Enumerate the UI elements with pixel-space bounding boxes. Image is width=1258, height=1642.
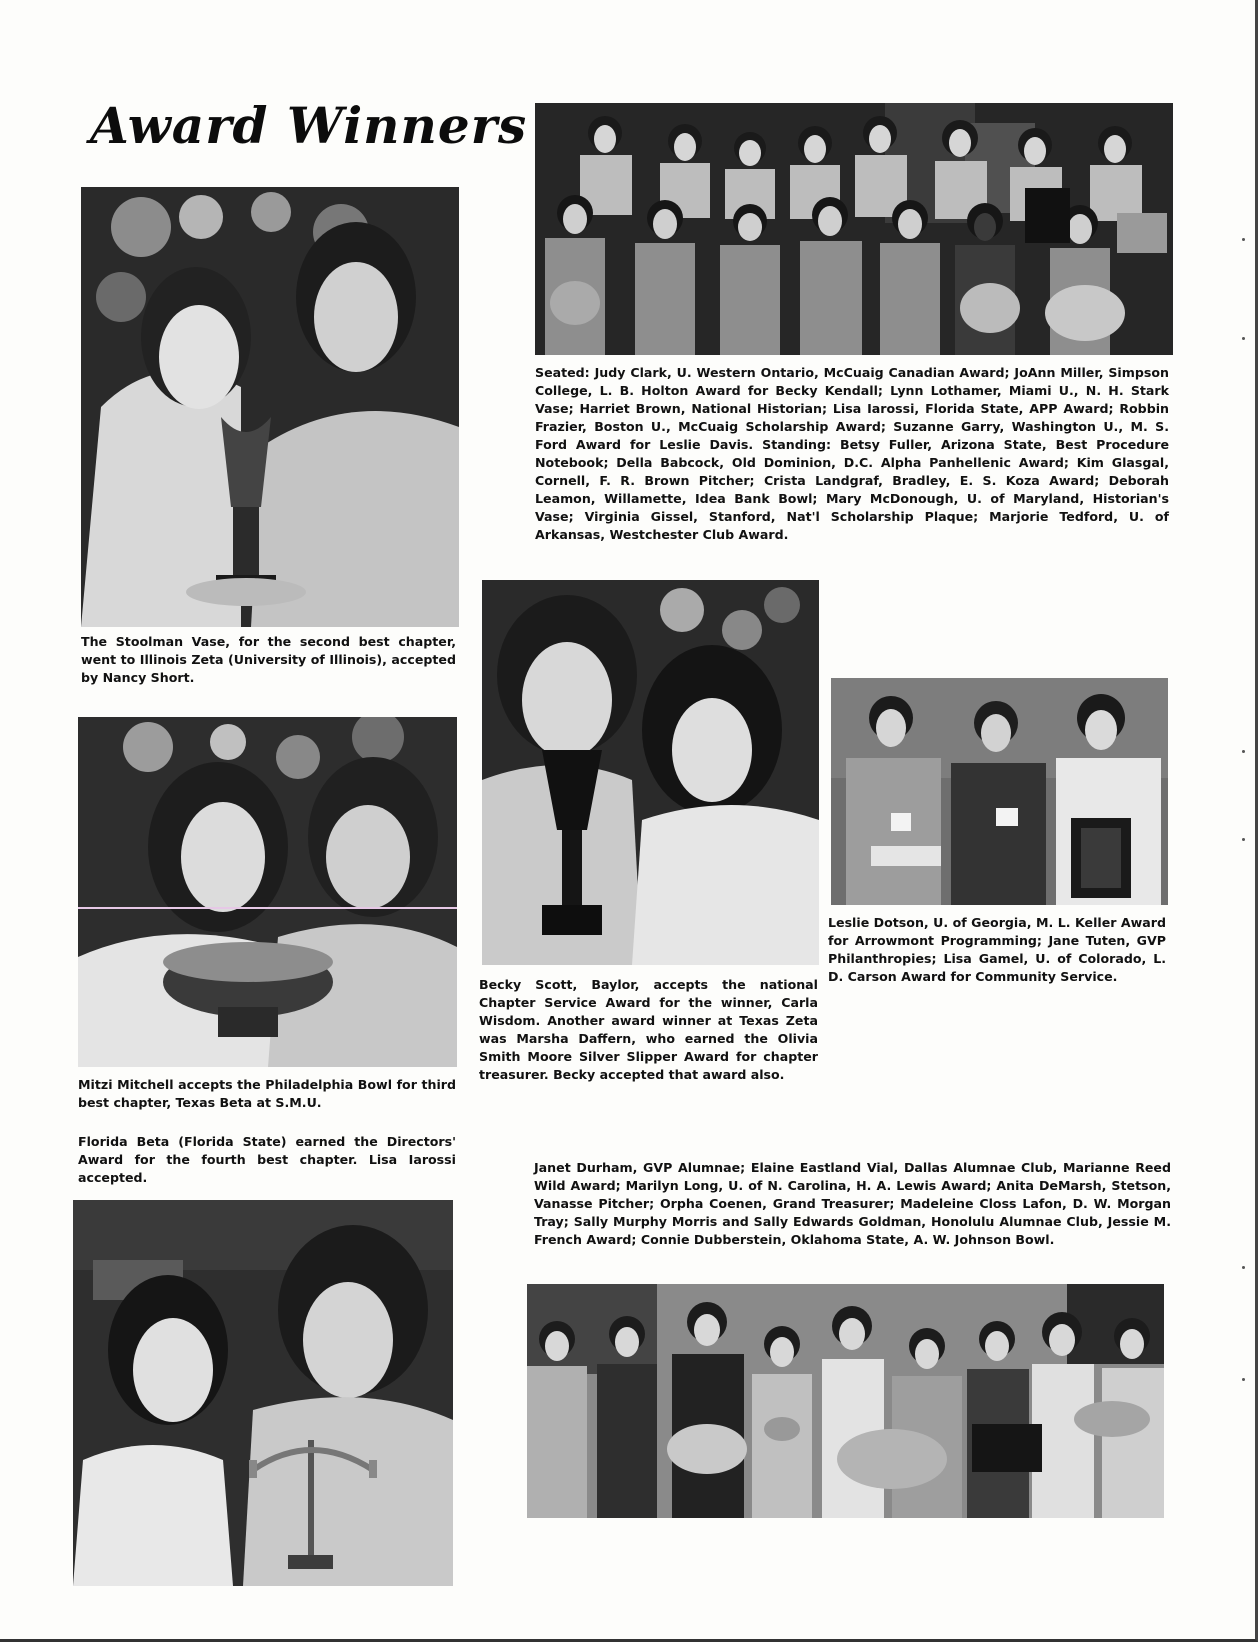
scan-edge-mark	[1242, 238, 1245, 241]
photo-alumnae-group	[527, 1284, 1164, 1518]
caption-florida-beta: Florida Beta (Florida State) earned the Directors' Award for the fourth best chapter. Lisa Iarossi accepted.	[78, 1134, 456, 1185]
caption-alumnae-awards: Janet Durham, GVP Alumnae; Elaine Eastland Vial, Dallas Alumnae Club, Marianne Reed Wild Award; Marilyn Long, U. of N. Carolina, H. A. Lewis Award; Anita DeMarsh, Stetson, Vanasse Pitcher; Orpha Coenen, Grand Treasurer; Madeleine Closs Lafon, D. W. Morgan Tray; Sally Murphy Morris and Sally Edwards Goldman, Honolulu Alumnae Club, Jessie M. French Award; Connie Dubberstein, Oklahoma State, A. W. Johnson Bowl.	[534, 1160, 1171, 1247]
caption-stoolman-vase: The Stoolman Vase, for the second best chapter, went to Illinois Zeta (University of Illinois), accepted by Nancy Short.	[81, 634, 456, 685]
scan-edge-mark	[1242, 337, 1245, 340]
caption-chapter-service-award: Becky Scott, Baylor, accepts the national Chapter Service Award for the winner, Carla Wisdom. Another award winner at Texas Zeta was Marsha Daffern, who earned the Olivia Smith Moore Silver Slipper Award for chapter treasurer. Becky accepted that award also.	[479, 977, 818, 1082]
photo-directors-award	[73, 1200, 453, 1586]
scan-edge-mark	[1242, 750, 1245, 753]
photo-philadelphia-bowl	[78, 717, 457, 1067]
photo-arrowmont-award	[831, 678, 1168, 905]
photo-group-seated-standing	[535, 103, 1173, 355]
scan-edge-mark	[1242, 1266, 1245, 1269]
photo-chapter-service-award	[482, 580, 819, 965]
scan-edge-mark	[1242, 838, 1245, 841]
caption-arrowmont-award: Leslie Dotson, U. of Georgia, M. L. Keller Award for Arrowmont Programming; Jane Tuten, GVP Philanthropies; Lisa Gamel, U. of Colorado, L. D. Carson Award for Community Service.	[828, 915, 1166, 984]
page-title: Award Winners	[90, 96, 528, 155]
caption-group-seated-standing: Seated: Judy Clark, U. Western Ontario, McCuaig Canadian Award; JoAnn Miller, Simpson College, L. B. Holton Award for Becky Kendall; Lynn Lothamer, Miami U., N. H. Stark Vase; Harriet Brown, National Historian; Lisa Iarossi, Florida State, APP Award; Robbin Frazier, Boston U., McCuaig Scholarship Award; Suzanne Garry, Washington U., M. S. Ford Award for Leslie Davis. Standing: Betsy Fuller, Arizona State, Best Procedure Notebook; Della Babcock, Old Dominion, D.C. Alpha Panhellenic Award; Kim Glasgal, Cornell, F. R. Brown Pitcher; Crista Landgraf, Bradley, E. S. Koza Award; Deborah Leamon, Willamette, Idea Bank Bowl; Mary McDonough, U. of Maryland, Historian's Vase; Virginia Gissel, Stanford, Nat'l Scholarship Plaque; Marjorie Tedford, U. of Arkansas, Westchester Club Award.	[535, 365, 1169, 542]
photo-stoolman-vase	[81, 187, 459, 627]
scan-edge-mark	[1242, 1378, 1245, 1381]
caption-philadelphia-bowl: Mitzi Mitchell accepts the Philadelphia Bowl for third best chapter, Texas Beta at S.M.U.	[78, 1077, 456, 1110]
